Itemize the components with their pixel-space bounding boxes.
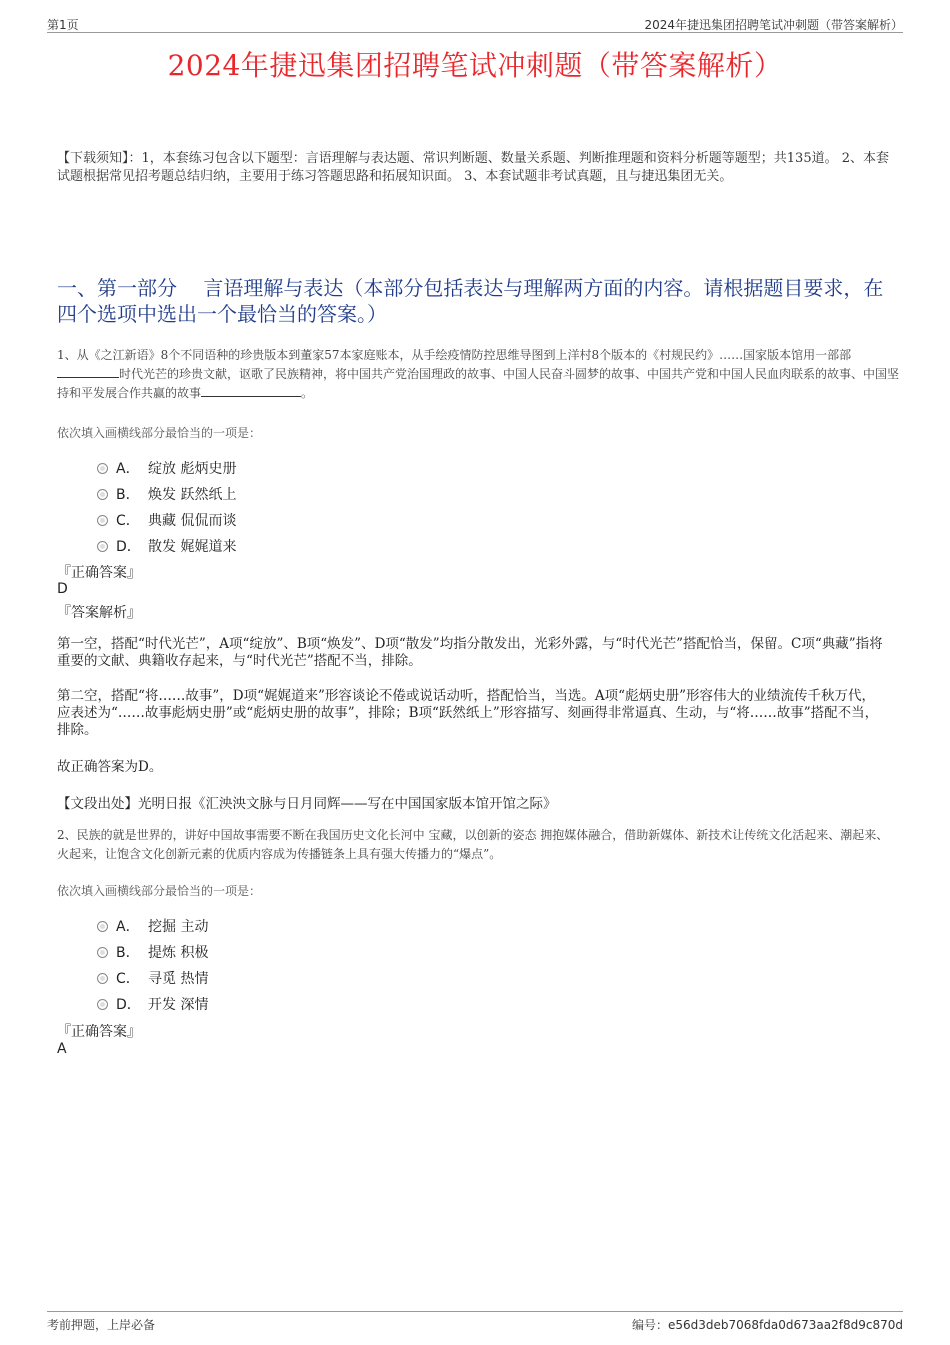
q1-analysis-paragraph-2: 第二空，搭配“将……故事”，D项“娓娓道来”形容谈论不倦或说话动听，搭配恰当，当选。A项“彪炳史册”形容伟大的业绩流传千秋万代，应表述为“……故事彪炳史册”或“彪炳史册的故事”，排除；B项“跃然纸上”形容描写、刻画得非常逼真、生动，与“将……故事”搭配不当，排除。 [57,688,879,738]
q1-source: 【文段出处】光明日报《汇泱泱文脉与日月同辉——写在中国国家版本馆开馆之际》 [57,796,557,812]
question-1-hint: 依次填入画横线部分最恰当的一项是： [57,426,262,440]
section-title: 一、第一部分 言语理解与表达（本部分包括表达与理解两方面的内容。请根据题目要求，在四个选项中选出一个最恰当的答案。） [57,276,884,326]
blank-1 [57,365,119,378]
page-header [47,14,903,33]
radio-icon[interactable] [97,947,108,958]
q1-analysis-label: 『答案解析』 [57,605,141,621]
radio-icon[interactable] [97,541,108,552]
q1-analysis-paragraph-3: 故正确答案为D。 [57,759,163,775]
question-1-text: 1、从《之江新语》8个不同语种的珍贵版本到董家57本家庭账本，从手绘疫情防控思维导图到上洋村8个版本的《村规民约》……国家版本馆用一部部时代光芒的珍贵文献，讴歌了民族精神，将中国共产党治国理政的故事、中国人民奋斗圆梦的故事、中国共产党和中国人民血肉联系的故事、中国坚持和平发展合作共赢的故事 。 [57,348,900,400]
radio-icon[interactable] [97,999,108,1010]
page-footer [47,1311,903,1332]
radio-icon[interactable] [97,921,108,932]
q2-option-a[interactable]: A． 挖掘 主动 [97,916,208,936]
q1-option-d[interactable]: D． 散发 娓娓道来 [97,536,236,556]
q2-option-d[interactable]: D． 开发 深情 [97,994,208,1014]
q2-option-c[interactable]: C． 寻觅 热情 [97,968,208,988]
q2-answer: A [57,1041,67,1057]
q1-answer: D [57,581,68,597]
q2-option-b[interactable]: B． 提炼 积极 [97,942,208,962]
header-doc-title: 2024年捷迅集团招聘笔试冲刺题（带答案解析） [644,18,903,32]
radio-icon[interactable] [97,463,108,474]
radio-icon[interactable] [97,973,108,984]
radio-icon[interactable] [97,489,108,500]
q2-answer-label: 『正确答案』 [57,1024,141,1040]
footer-slogan: 考前押题，上岸必备 [47,1318,156,1332]
question-2-hint: 依次填入画横线部分最恰当的一项是： [57,884,262,898]
question-2-text: 2、民族的就是世界的，讲好中国故事需要不断在我国历史文化长河中 宝藏，以创新的姿态 拥抱媒体融合，借助新媒体、新技术让传统文化活起来、潮起来、火起来，让饱含文化创新元素的优质内容成为传播链条上具有强大传播力的“爆点”。 [57,828,889,861]
q1-option-c[interactable]: C． 典藏 侃侃而谈 [97,510,236,530]
page-number: 第1页 [47,18,79,32]
q1-analysis-paragraph-1: 第一空，搭配“时代光芒”，A项“绽放”、B项“焕发”、D项“散发”均指分散发出，光彩外露，与“时代光芒”搭配恰当，保留。C项“典藏”指将重要的文献、典籍收存起来，与“时代光芒”搭配不当，排除。 [57,636,883,669]
download-notice: 【下载须知】：1，本套练习包含以下题型：言语理解与表达题、常识判断题、数量关系题、判断推理题和资料分析题等题型；共135道。 2、本套试题根据常见招考题总结归纳，主要用于练习答题思路和拓展知识面。 3、本套试题非考试真题，且与捷迅集团无关。 [57,151,889,184]
footer-doc-id: 编号：e56d3deb7068fda0d673aa2f8d9c870d [632,1318,903,1332]
blank-2 [201,384,301,397]
radio-icon[interactable] [97,515,108,526]
q1-answer-label: 『正确答案』 [57,565,141,581]
q1-option-a[interactable]: A． 绽放 彪炳史册 [97,458,236,478]
document-title: 2024年捷迅集团招聘笔试冲刺题（带答案解析） [167,49,783,82]
q1-option-b[interactable]: B． 焕发 跃然纸上 [97,484,236,504]
